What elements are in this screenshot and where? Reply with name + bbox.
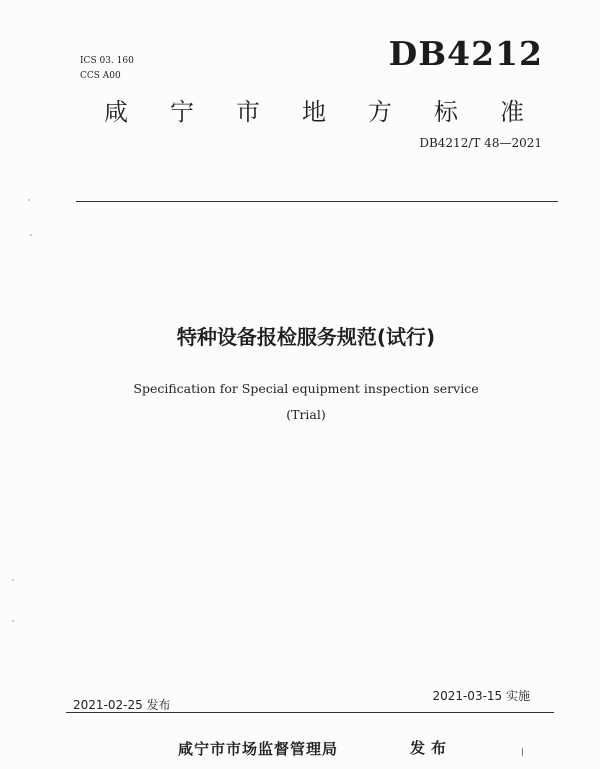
- standard-type-title: [104, 92, 524, 127]
- issuer-action-label: 发布: [410, 739, 453, 757]
- scan-speck: [12, 620, 14, 622]
- footer-divider: [66, 712, 554, 713]
- scan-speck: [522, 748, 523, 756]
- issue-date: 2021-02-25 发布: [73, 698, 171, 712]
- ccs-code: CCS A00: [80, 71, 121, 81]
- standard-type-char: 方: [368, 98, 392, 126]
- standard-type-char: 标: [434, 98, 458, 126]
- implementation-date: 2021-03-15 实施: [432, 689, 530, 703]
- scan-speck: [28, 199, 30, 201]
- document-title-english: Specification for Special equipment inspection service: [133, 381, 479, 396]
- scan-speck: [12, 579, 14, 581]
- standard-type-char: 市: [236, 98, 260, 126]
- standard-type-char: 准: [500, 98, 524, 126]
- standard-number: DB4212/T 48—2021: [419, 136, 542, 150]
- db-code-mark: DB4212: [388, 34, 543, 73]
- standard-type-char: 宁: [170, 98, 194, 126]
- scan-speck: [30, 234, 32, 236]
- classification-codes: [80, 54, 134, 84]
- document-title-chinese: 特种设备报检服务规范(试行): [176, 325, 436, 349]
- standard-type-char: 咸: [104, 98, 128, 126]
- trial-note: (Trial): [286, 407, 326, 422]
- issuing-authority: 咸宁市市场监督管理局: [178, 740, 339, 758]
- header-divider: [76, 201, 558, 202]
- ics-code: ICS 03. 160: [80, 56, 134, 66]
- standard-type-char: 地: [302, 98, 326, 126]
